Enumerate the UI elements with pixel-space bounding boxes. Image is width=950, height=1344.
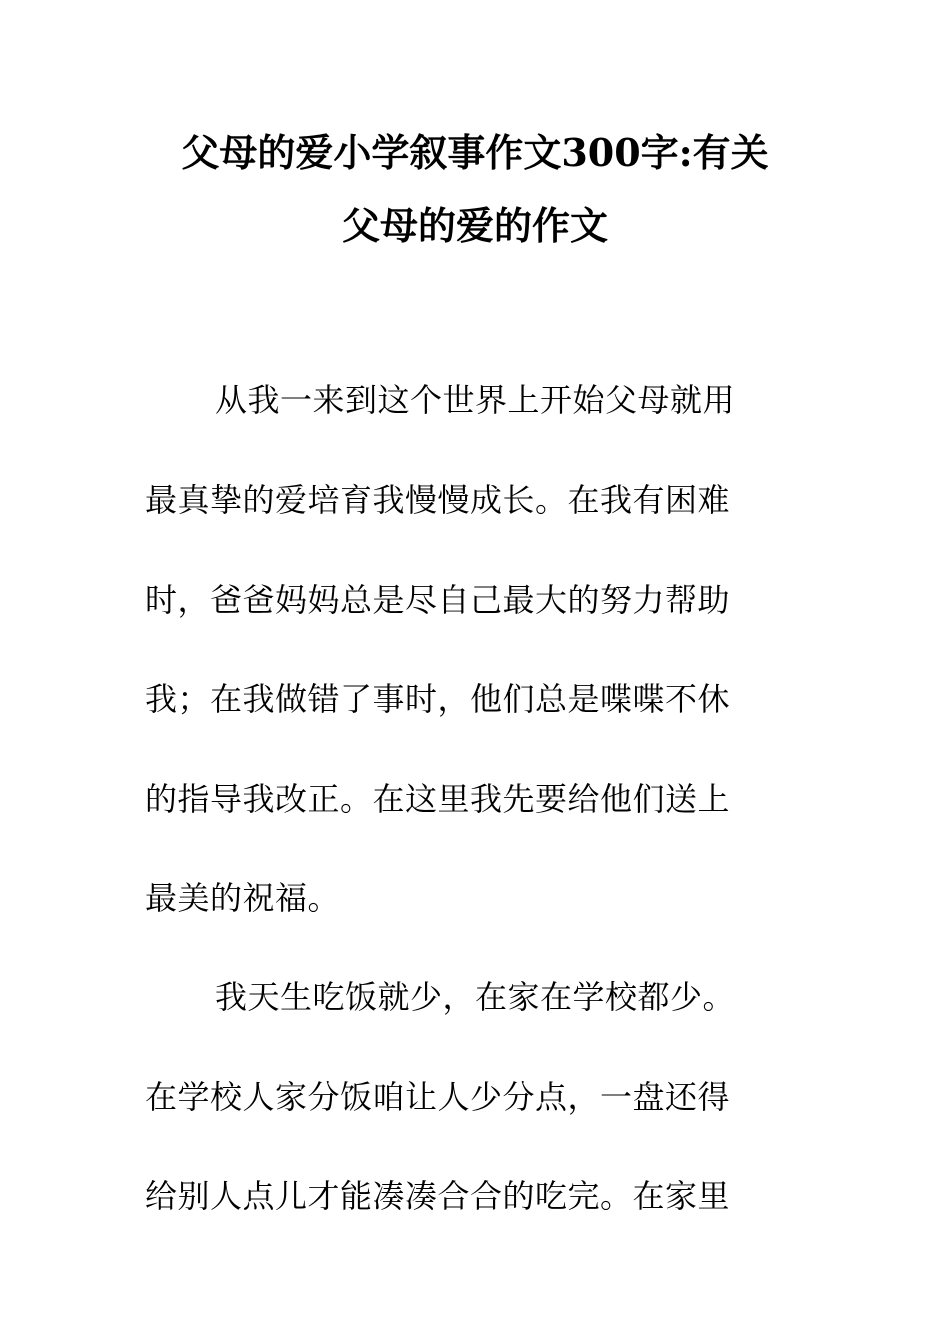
body-text-line: 最美的祝福。 bbox=[145, 879, 341, 917]
body-text-line: 我天生吃饭就少，在家在学校都少。 bbox=[215, 978, 736, 1016]
body-text-line: 的指导我改正。在这里我先要给他们送上 bbox=[145, 780, 731, 818]
document-title-line-2: 父母的爱的作文 bbox=[341, 203, 608, 248]
body-text-line: 给别人点儿才能凑凑合合的吃完。在家里 bbox=[145, 1177, 731, 1215]
body-text-line: 从我一来到这个世界上开始父母就用 bbox=[215, 381, 736, 419]
body-text-line: 时，爸爸妈妈总是尽自己最大的努力帮助 bbox=[145, 581, 731, 619]
document-title-line-1: 父母的爱小学叙事作文300字:有关 bbox=[181, 130, 769, 175]
body-text-line: 我；在我做错了事时，他们总是喋喋不休 bbox=[145, 680, 731, 718]
body-text-line: 在学校人家分饭咱让人少分点，一盘还得 bbox=[145, 1078, 731, 1116]
body-text-line: 最真挚的爱培育我慢慢成长。在我有困难 bbox=[145, 481, 731, 519]
